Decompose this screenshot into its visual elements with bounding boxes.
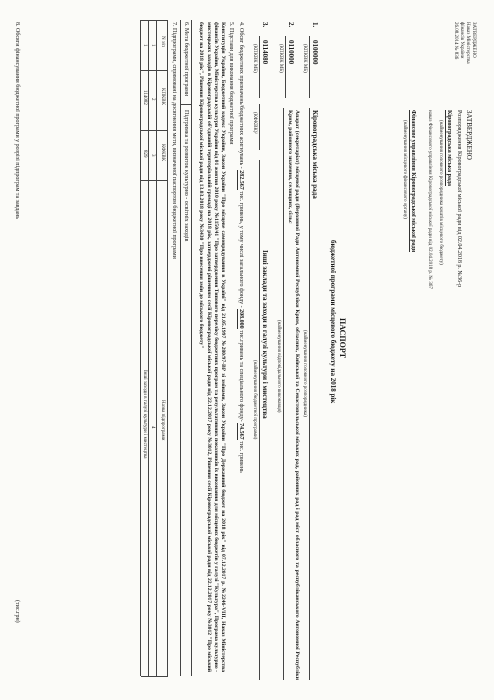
row-3-name: Інші заклади та заходи в галузі культури і мистецтва bbox=[261, 250, 269, 419]
cell-num: 1 bbox=[142, 44, 147, 47]
row-1-code: 0100000 bbox=[311, 40, 319, 65]
row-1-num: 1. bbox=[311, 22, 319, 28]
item7-label: 7. Підпрограми, спрямовані на досягнення мети, визначеної паспортом бюджетної програми bbox=[171, 22, 177, 259]
item4-special: 74.567 bbox=[238, 423, 244, 440]
approval-title: ЗАТВЕРДЖЕНО bbox=[465, 110, 473, 160]
item6-label: 6. Мета бюджетної програми bbox=[183, 22, 189, 97]
row-3-name-caption: (найменування бюджетної програми) bbox=[252, 360, 257, 440]
item8-text: 8. Обсяги фінансування бюджетної програми у розрізі підпрограм та завдань bbox=[14, 22, 20, 220]
approval-order2: наказ Фінансового управління Кіровоградської міської ради від 02.04.2018 р. № 367 bbox=[427, 110, 432, 289]
margin-note-line-1: ЗАТВЕРДЖЕНО bbox=[471, 22, 476, 58]
approval-org2: Фінансове управління Кіровоградської міської ради bbox=[410, 110, 416, 253]
passport-title: ПАСПОРТ bbox=[338, 318, 347, 359]
th-num-3: 3 bbox=[150, 154, 155, 157]
item4-text-a: 4. Обсяг бюджетних призначень/бюджетних асигнувань - bbox=[238, 22, 244, 169]
row-3-code-caption: (КПКВК МБ) bbox=[252, 44, 257, 73]
item4-line bbox=[238, 22, 244, 473]
margin-note-line-3: фінансів України bbox=[459, 22, 464, 59]
th-num-2: 2 bbox=[150, 98, 155, 101]
margin-note-line-2: Наказ Міністерства bbox=[465, 22, 470, 64]
th-num-4: 4 bbox=[150, 426, 155, 429]
th-kpkvk: КПКВК bbox=[160, 88, 165, 105]
row-3-kfkvk: (КФКВК)¹ bbox=[252, 112, 257, 134]
cell-kpkvk: 114082 bbox=[142, 90, 147, 105]
approval-org: Кіровоградська міська рада bbox=[446, 110, 452, 187]
currency-note: (тис.грн) bbox=[14, 600, 20, 623]
row-3-num: 3. bbox=[261, 22, 269, 28]
row-2-num: 2. bbox=[287, 22, 295, 28]
approval-org-caption: (найменування головного розпорядника коштів місцевого бюджету) bbox=[438, 120, 443, 265]
approval-org2-caption: (найменування місцевого фінансового органу) bbox=[402, 120, 407, 219]
row-1-name-caption: (найменування головного розпорядника) bbox=[302, 330, 307, 417]
row-2-name: Апарат (секретаріат) місцевої ради (Верховної Ради Автономної Республіки Крим, обласних, Київської та Севастопольської міських рад, районних рад і рад міст обласного та республіканського Автономної Республіки Крим, районного значення, селищних, сільс bbox=[286, 110, 300, 680]
cell-kfkvk: 829 bbox=[142, 150, 147, 158]
th-num-1: 1 bbox=[150, 44, 155, 47]
th-num: N з/п bbox=[160, 36, 165, 47]
item4-general: 208.000 bbox=[238, 309, 244, 329]
th-kfkvk: КФКВК bbox=[160, 144, 165, 162]
margin-note-line-4: 26.08.2014 № 836 bbox=[453, 22, 458, 60]
passport-subtitle: бюджетної програми місцевого бюджету на 2018 рік bbox=[329, 240, 337, 404]
row-2-name-caption: (найменування відповідального виконавця) bbox=[276, 320, 281, 413]
item4-text-c: тис.гривень та спеціального фонду- bbox=[238, 330, 244, 422]
row-2-code-caption: (КПКВК МБ) bbox=[278, 44, 283, 73]
row-2-code: 0110000 bbox=[287, 40, 295, 65]
item6-value: Підтримка та розвиток культурно - освітніх заходів bbox=[183, 110, 189, 242]
item4-text-d: тис. гривень bbox=[238, 441, 244, 473]
row-3-code: 0114080 bbox=[261, 40, 269, 65]
item4-text-b: тис. гривень, у тому числі загального фонду - bbox=[238, 191, 244, 308]
item5-heading: 5. Підстави для виконання бюджетної програми bbox=[228, 22, 234, 145]
row-1-name: Кіровоградська міська рада bbox=[311, 110, 319, 199]
th-name: Назва підпрограми bbox=[160, 400, 165, 441]
item4-total: 282.567 bbox=[238, 170, 244, 190]
row-1-code-caption: (КПКВК МБ) bbox=[302, 44, 307, 73]
item5-body: Конституція України, Бюджетний кодекс України, Закон України "Про місцеве самоврядування в Україні" від 21.05.1997 №280/97-ВР зі змінами, Закон України "Про Державний бюджет на 2018 рік" від 07.12.2017 р. №2246-VIII, Наказ Міністерства фінансів України, Міністерства культури України від 01 жовтня 2010 року №1150/41 "Про затвердження Типового переліку бюджетних програм та результативних показників їх виконання для місцевих бюджетів у галузі "Культура", Програма культурно - мистецьких заходів в Кіровоградській об'єднаній територіальній громаді на 2018 рік, затверджені рішенням сесії Кіровоградської міської ради від 22.12.2017 року №3012, Рішення сесії Кіровоградської міської ради від 22.12.2017 року №3012 "Про міський бюджет на 2018 рік", Рішення Кіровоградської міської ради від 13.03.2018 року №3430 "Про внесення змін до міського бюджету" bbox=[198, 22, 226, 672]
approval-order-line: Розпорядження Кіровоградської міської ради від 02.04.2018 р. №36-р bbox=[456, 110, 462, 288]
cell-name: Інші заходи в галузі культури і мистецтва bbox=[142, 370, 147, 459]
